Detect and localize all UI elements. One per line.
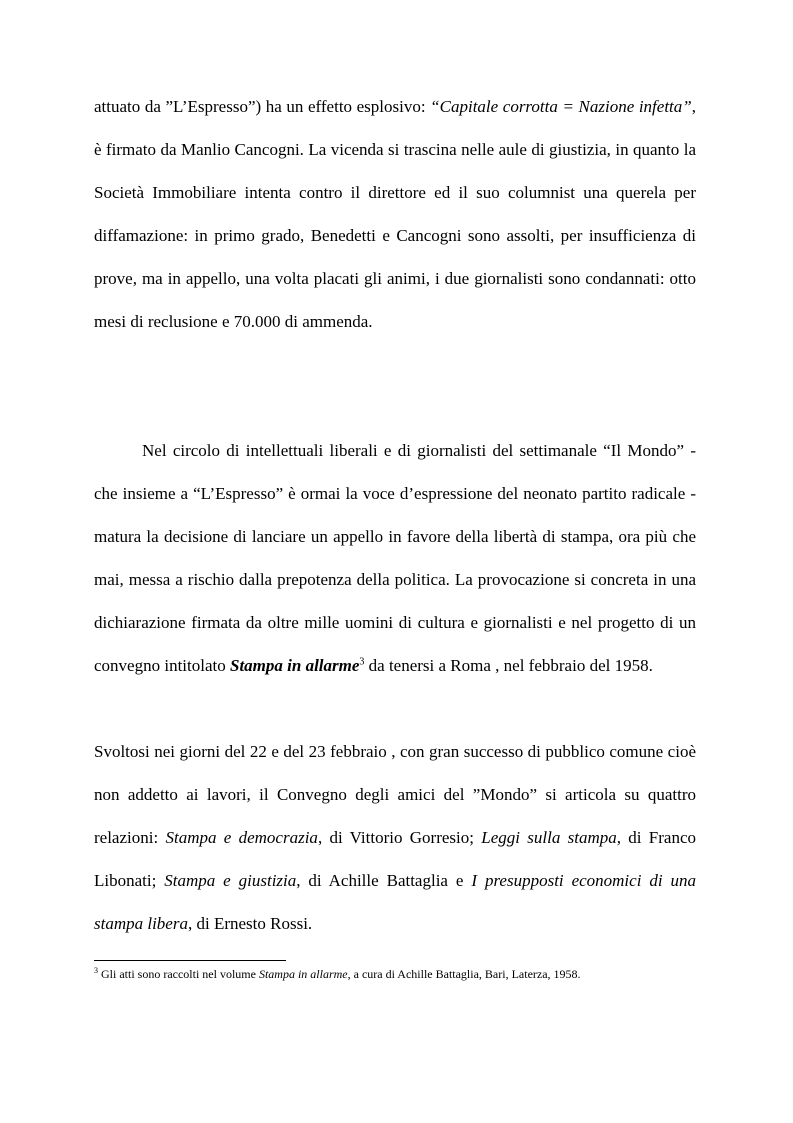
footnote-volume-title: Stampa in allarme: [258, 967, 348, 981]
footnote-text-1: Gli atti sono raccolti nel volume: [98, 967, 259, 981]
footnote-number: 3: [94, 966, 98, 975]
paragraph-3-text-5: , di Ernesto Rossi.: [187, 914, 313, 933]
footnote: [94, 966, 696, 982]
paragraph-1-text-1: attuato da ”L’Espresso”) ha un effetto esplosivo:: [94, 97, 431, 116]
paragraph-1-quote-title: “Capitale corrotta = Nazione infetta”: [430, 97, 692, 116]
paragraph-1: [94, 85, 696, 343]
paragraph-3-text-4: , di Achille Battaglia e: [296, 871, 472, 890]
paragraph-3-text-2: , di Vittorio Gorresio;: [317, 828, 482, 847]
footnote-divider: [94, 960, 286, 961]
paragraph-3-text-1: Svoltosi nei giorni del 22 e del 23 febbraio , con gran successo di pubblico comune cioè non addetto ai lavori, il Convegno degli amici del ”Mondo” si articola su quattro relazioni:: [94, 742, 696, 847]
footnote-text-2: , a cura di Achille Battaglia, Bari, Laterza, 1958.: [347, 967, 581, 981]
paragraph-2-convention-title: Stampa in allarme: [229, 656, 360, 675]
paragraph-3-report-title-1: Stampa e democrazia: [165, 828, 318, 847]
paragraph-1-text-2: , è firmato da Manlio Cancogni. La vicenda si trascina nelle aule di giustizia, in quanto la Società Immobiliare intenta contro il direttore ed il suo columnist una querela per diffamazione: in primo grado, Benedetti e Cancogni sono assolti, per insufficienza di prove, ma in appello, una volta placati gli animi, i due giornalisti sono condannati: otto mesi di reclusione e 70.000 di ammenda.: [94, 97, 696, 331]
paragraph-3-report-title-4: I presupposti economici di una stampa libera: [94, 871, 696, 933]
paragraph-3-report-title-2: Leggi sulla stampa: [481, 828, 617, 847]
paragraph-2-text-2: da tenersi a Roma , nel febbraio del 1958.: [364, 656, 653, 675]
paragraph-2: [94, 429, 696, 687]
paragraph-3-report-title-3: Stampa e giustizia: [164, 871, 297, 890]
paragraph-3-text-3: , di Franco Libonati;: [94, 828, 697, 890]
paragraph-3: [94, 730, 696, 945]
footnote-reference[interactable]: 3: [359, 656, 365, 668]
paragraph-2-text-1: Nel circolo di intellettuali liberali e di giornalisti del settimanale “Il Mondo” - che insieme a “L’Espresso” è ormai la voce d’espressione del neonato partito radicale - matura la decisione di lanciare un appello in favore della libertà di stampa, ora più che mai, messa a rischio dalla prepotenza della politica. La provocazione si concreta in una dichiarazione firmata da oltre mille uomini di cultura e giornalisti e nel progetto di un convegno intitolato: [94, 441, 696, 675]
